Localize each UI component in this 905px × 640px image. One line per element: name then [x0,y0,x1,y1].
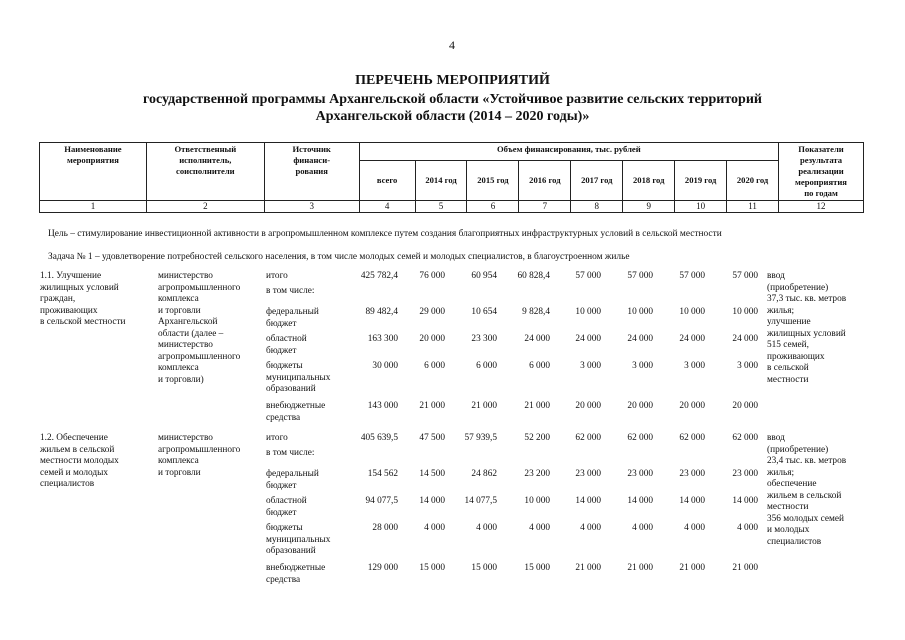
column-number: 3 [264,201,359,213]
funding-value: 4 000 [737,523,758,533]
measure-responsible: министерство агропромышленного комплекса и торговли [158,433,241,478]
funding-value: 405 639,5 [360,433,398,443]
document-title: ПЕРЕЧЕНЬ МЕРОПРИЯТИЙ [355,73,550,88]
funding-value: 20 000 [627,401,653,411]
funding-source-label: итого [266,271,288,281]
funding-value: 24 000 [575,334,601,344]
funding-value: 4 000 [529,523,550,533]
header-year: 2014 год [415,161,467,201]
funding-value: 14 000 [679,496,705,506]
funding-source-label: внебюджетные средства [266,401,326,423]
funding-value: 10 654 [471,307,497,317]
funding-value: 60 828,4 [517,271,550,281]
funding-value: 20 000 [575,401,601,411]
header-year: 2017 год [571,161,623,201]
funding-value: 21 000 [575,563,601,573]
funding-value: 60 954 [471,271,497,281]
funding-value: 24 000 [524,334,550,344]
funding-value: 21 000 [419,401,445,411]
funding-value: 24 000 [679,334,705,344]
funding-value: 62 000 [575,433,601,443]
funding-value: 57 000 [627,271,653,281]
funding-value: 10 000 [575,307,601,317]
page-number: 4 [449,38,455,52]
funding-value: 24 000 [627,334,653,344]
column-number: 1 [40,201,147,213]
funding-value: 10 000 [732,307,758,317]
column-number: 4 [359,201,415,213]
funding-value: 6 000 [424,361,445,371]
funding-value: 21 000 [732,563,758,573]
funding-value: 30 000 [372,361,398,371]
header-indicators: Показатели результата реализации мероприятия по годам [779,143,864,201]
document-subtitle-line2: Архангельской области (2014 – 2020 годы)» [315,109,590,124]
funding-value: 23 300 [471,334,497,344]
measure-indicators: ввод (приобретение) 23,4 тыс. кв. метров жилья; обеспечение жильем в сельской местности 356 молодых семей и молодых специалистов [767,433,847,547]
column-number: 5 [415,201,467,213]
funding-value: 23 000 [575,469,601,479]
funding-value: 10 000 [627,307,653,317]
column-number: 10 [675,201,727,213]
funding-source-label: федеральный бюджет [266,469,319,491]
funding-value: 14 000 [575,496,601,506]
funding-value: 24 862 [471,469,497,479]
header-year: 2015 год [467,161,519,201]
funding-value: 4 000 [632,523,653,533]
funding-value: 21 000 [524,401,550,411]
document-subtitle-line1: государственной программы Архангельской области «Устойчивое развитие сельских территорий [143,92,762,107]
column-number: 11 [727,201,779,213]
header-name: Наименование мероприятия [40,143,147,201]
funding-value: 15 000 [471,563,497,573]
funding-value: 14 500 [419,469,445,479]
funding-source-label: в том числе: [266,448,315,458]
funding-value: 4 000 [684,523,705,533]
funding-value: 10 000 [679,307,705,317]
measure-responsible: министерство агропромышленного комплекса и торговли Архангельской области (далее – министерство агропромышленного комплекса и торговли) [158,271,241,385]
funding-value: 9 828,4 [522,307,550,317]
funding-value: 3 000 [632,361,653,371]
funding-value: 23 000 [679,469,705,479]
funding-value: 57 939,5 [464,433,497,443]
funding-value: 15 000 [419,563,445,573]
funding-value: 425 782,4 [360,271,398,281]
task-text: Задача № 1 – удовлетворение потребностей сельского населения, в том числе молодых семей и молодых специалистов, в благоустроенном жилье [48,252,630,262]
header-total: всего [359,161,415,201]
header-funding: Объем финансирования, тыс. рублей [359,143,778,161]
funding-value: 10 000 [524,496,550,506]
funding-source-label: федеральный бюджет [266,307,319,329]
funding-source-label: бюджеты муниципальных образований [266,523,331,556]
funding-value: 94 077,5 [365,496,398,506]
funding-value: 3 000 [684,361,705,371]
funding-value: 4 000 [424,523,445,533]
column-numbers-row [40,201,864,213]
funding-value: 21 000 [679,563,705,573]
goal-text: Цель – стимулирование инвестиционной активности в агропромышленном комплексе путем создания благоприятных инфраструктурных условий в сельской местности [48,229,722,239]
funding-source-label: бюджеты муниципальных образований [266,361,331,394]
funding-value: 143 000 [367,401,398,411]
funding-value: 4 000 [476,523,497,533]
funding-value: 28 000 [372,523,398,533]
column-number: 8 [571,201,623,213]
funding-value: 57 000 [732,271,758,281]
funding-value: 62 000 [732,433,758,443]
funding-value: 3 000 [737,361,758,371]
funding-value: 3 000 [580,361,601,371]
column-number: 12 [779,201,864,213]
measure-name: 1.1. Улучшение жилищных условий граждан, проживающих в сельской местности [40,271,126,327]
column-number: 6 [467,201,519,213]
funding-value: 4 000 [580,523,601,533]
header-responsible: Ответственный исполнитель, соисполнители [146,143,264,201]
header-source: Источник финанси- рования [264,143,359,201]
funding-value: 89 482,4 [365,307,398,317]
funding-source-label: внебюджетные средства [266,563,326,585]
funding-value: 20 000 [732,401,758,411]
funding-value: 23 000 [732,469,758,479]
header-year: 2016 год [519,161,571,201]
funding-value: 57 000 [679,271,705,281]
funding-value: 14 000 [627,496,653,506]
funding-value: 14 000 [732,496,758,506]
column-number: 7 [519,201,571,213]
funding-value: 76 000 [419,271,445,281]
funding-value: 62 000 [627,433,653,443]
funding-value: 6 000 [476,361,497,371]
column-number: 9 [623,201,675,213]
funding-value: 20 000 [419,334,445,344]
funding-value: 129 000 [367,563,398,573]
header-year: 2018 год [623,161,675,201]
measure-indicators: ввод (приобретение) 37,3 тыс. кв. метров жилья; улучшение жилищных условий 515 семей, проживающих в сельской местности [767,271,847,385]
funding-value: 23 000 [627,469,653,479]
funding-source-label: в том числе: [266,286,315,296]
header-year: 2019 год [675,161,727,201]
funding-value: 154 562 [367,469,398,479]
header-year: 2020 год [727,161,779,201]
funding-value: 15 000 [524,563,550,573]
measure-name: 1.2. Обеспечение жильем в сельской местности молодых семей и молодых специалистов [40,433,119,489]
funding-value: 21 000 [471,401,497,411]
funding-value: 47 500 [419,433,445,443]
measures-table-header [39,142,864,213]
funding-value: 163 300 [367,334,398,344]
funding-source-label: областной бюджет [266,496,307,518]
funding-value: 6 000 [529,361,550,371]
funding-value: 24 000 [732,334,758,344]
funding-value: 52 200 [524,433,550,443]
funding-value: 14 077,5 [464,496,497,506]
funding-value: 20 000 [679,401,705,411]
funding-value: 57 000 [575,271,601,281]
funding-value: 29 000 [419,307,445,317]
column-number: 2 [146,201,264,213]
funding-value: 21 000 [627,563,653,573]
funding-value: 14 000 [419,496,445,506]
funding-value: 62 000 [679,433,705,443]
funding-source-label: областной бюджет [266,334,307,356]
funding-value: 23 200 [524,469,550,479]
funding-source-label: итого [266,433,288,443]
